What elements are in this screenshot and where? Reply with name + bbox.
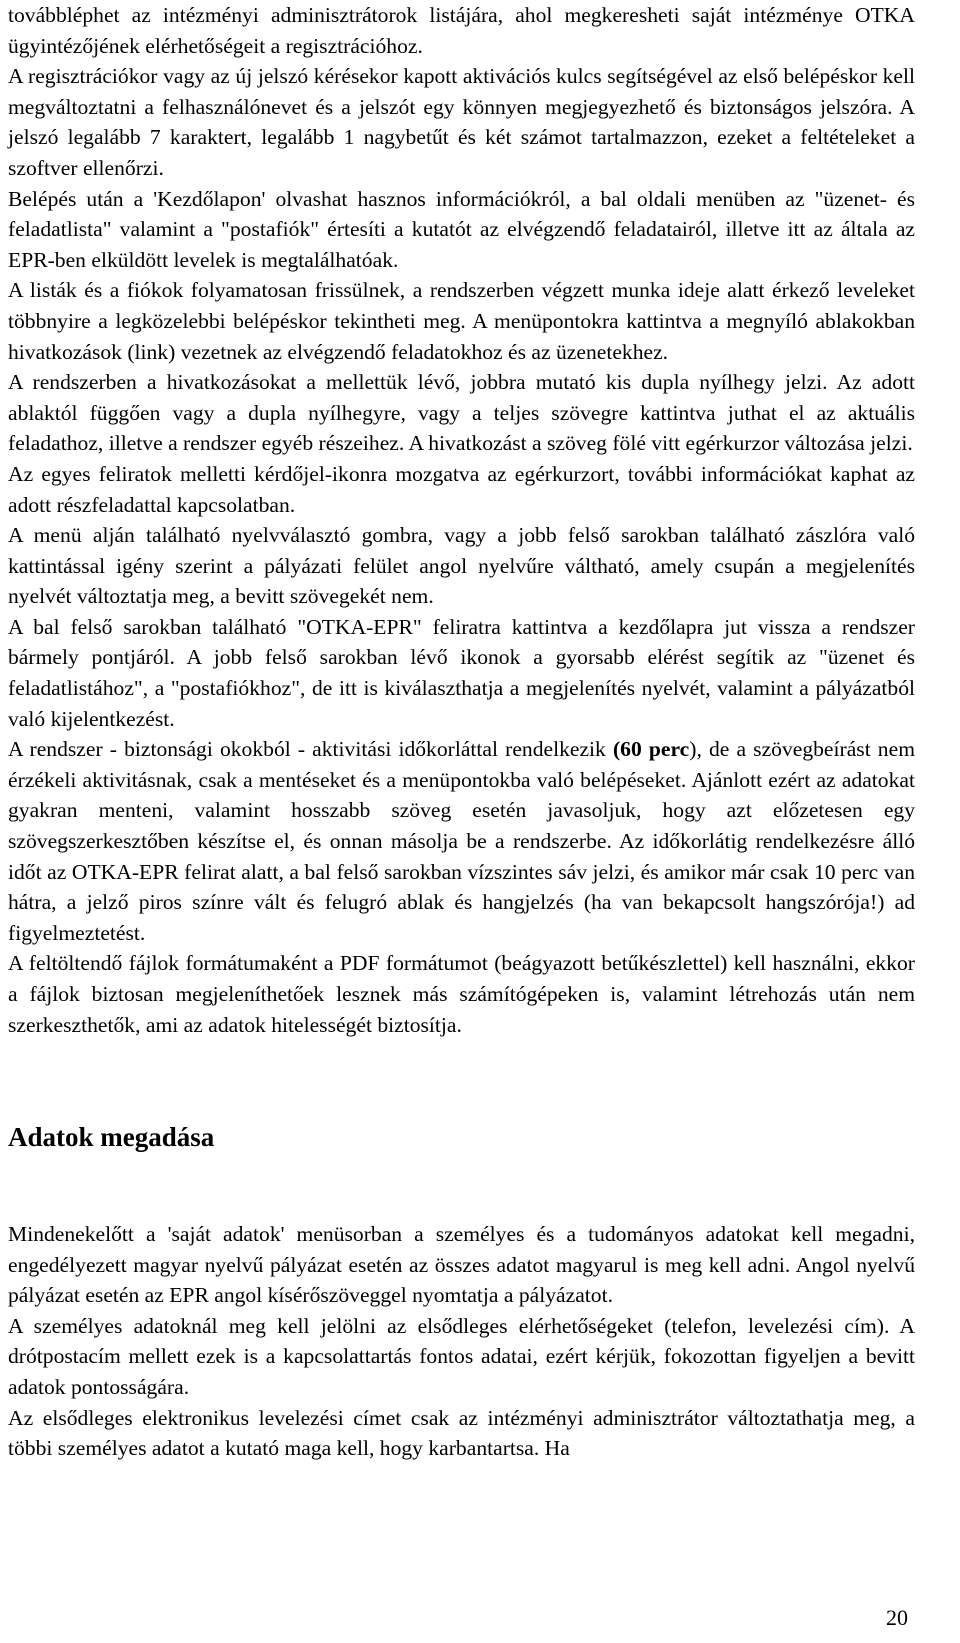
paragraph-primary-email: Az elsődleges elektronikus levelezési címet csak az intézményi adminisztrátor változtathatja meg, a többi személyes adatot a kutató maga kell, hogy karbantartsa. Ha bbox=[8, 1405, 915, 1461]
paragraph-pdf-format: A feltöltendő fájlok formátumaként a PDF formátumot (beágyazott betűkészlettel) kell használni, ekkor a fájlok biztosan megjeleníthetőek lesznek más számítógépeken is, valamint létrehozás után nem szerkeszthetők, ami az adatok hitelességét biztosítja. bbox=[8, 951, 915, 1037]
section-text bbox=[8, 1219, 915, 1464]
paragraph-homepage: Belépés után a 'Kezdőlapon' olvashat hasznos információkról, a bal oldali menüben az "üzenet- és feladatlista" valamint a "postafiók" értesíti a kutatót az elvégzendő feladatairól, illetve itt az általa az EPR-ben elküldött levelek is megtalálhatóak. bbox=[8, 186, 915, 272]
paragraph-otka-epr: A bal felső sarokban található "OTKA-EPR" feliratra kattintva a kezdőlapra jut vissza a rendszer bármely pontjáról. A jobb felső sarokban lévő ikonok a gyorsabb elérést segítik az "üzenet és feladatlistához", a "postafiókhoz", de itt is kiválaszthatja a megjelenítés nyelvét, valamint a pályázatból való kijelentkezést. bbox=[8, 614, 915, 731]
body-text bbox=[8, 0, 915, 1040]
paragraph-language: A menü alján található nyelvválasztó gombra, vagy a jobb felső sarokban található zászlóra való kattintással igény szerint a pályázati felület angol nyelvűre váltható, amely csupán a megjelenítés nyelvét változtatja meg, a bevitt szövegekét nem. bbox=[8, 523, 915, 609]
page-number: 20 bbox=[886, 1605, 908, 1630]
paragraph-timeout bbox=[8, 734, 915, 948]
timeout-text-start: A rendszer - biztonsági okokból - aktivitási időkorláttal rendelkezik bbox=[8, 737, 613, 762]
timeout-text-end: ), de a szövegbeírást nem érzékeli aktivitásnak, csak a mentéseket és a menüpontokba való belépéseket. Ajánlott ezért az adatokat gyakran menteni, valamint hosszabb szöveg esetén javasoljuk, hogy azt előzetesen egy szövegszerkesztőben készítse el, és onnan másolja be a rendszerbe. Az időkorlátig rendelkezésre álló időt az OTKA-EPR felirat alatt, a bal felső sarokban vízszintes sáv jelzi, és amikor már csak 10 perc van hátra, a jelző piros színre vált és felugró ablak és hangjelzés (ha van bekapcsolt hangszórója!) ad figyelmeztetést. bbox=[8, 737, 915, 945]
paragraph-personal-data: A személyes adatoknál meg kell jelölni az elsődleges elérhetőségeket (telefon, levelezési cím). A drótpostacím mellett ezek is a kapcsolattartás fontos adatai, ezért kérjük, fokozottan figyeljen a bevitt adatok pontosságára. bbox=[8, 1313, 915, 1399]
paragraph-admin-list: továbbléphet az intézményi adminisztrátorok listájára, ahol megkeresheti saját intézménye OTKA ügyintézőjének elérhetőségeit a regisztrációhoz. bbox=[8, 3, 915, 58]
paragraph-links: A rendszerben a hivatkozásokat a mellettük lévő, jobbra mutató kis dupla nyílhegy jelzi. Az adott ablaktól függően vagy a dupla nyílhegyre, vagy a teljes szövegre kattintva juthat el az aktuális feladathoz, illetve a rendszer egyéb részeihez. A hivatkozást a szöveg fölé vitt egérkurzor változása jelzi. bbox=[8, 370, 915, 456]
timeout-duration: (60 perc bbox=[612, 737, 690, 762]
paragraph-lists-refresh: A listák és a fiókok folyamatosan frissülnek, a rendszerben végzett munka ideje alatt érkező leveleket többnyire a legközelebbi belépéskor tekintheti meg. A menüpontokra kattintva a megnyíló ablakokban hivatkozások (link) vezetnek az elvégzendő feladatokhoz és az üzenetekhez. bbox=[8, 278, 915, 364]
paragraph-own-data: Mindenekelőtt a 'saját adatok' menüsorban a személyes és a tudományos adatokat kell megadni, engedélyezett magyar nyelvű pályázat esetén az összes adatot magyarul is meg kell adni. Angol nyelvű pályázat esetén az EPR angol kísérőszöveggel nyomtatja a pályázatot. bbox=[8, 1222, 915, 1308]
section-heading: Adatok megadása bbox=[8, 1122, 215, 1152]
paragraph-question-icon: Az egyes feliratok melletti kérdőjel-ikonra mozgatva az egérkurzort, további információkat kaphat az adott részfeladattal kapcsolatban. bbox=[8, 461, 915, 517]
paragraph-password: A regisztrációkor vagy az új jelszó kérésekor kapott aktivációs kulcs segítségével az első belépéskor kell megváltoztatni a felhasználónevet és a jelszót egy könnyen megjegyezhető és biztonságos jelszóra. A jelszó legalább 7 karaktert, legalább 1 nagybetűt és két számot tartalmazzon, ezeket a feltételeket a szoftver ellenőrzi. bbox=[8, 64, 915, 180]
